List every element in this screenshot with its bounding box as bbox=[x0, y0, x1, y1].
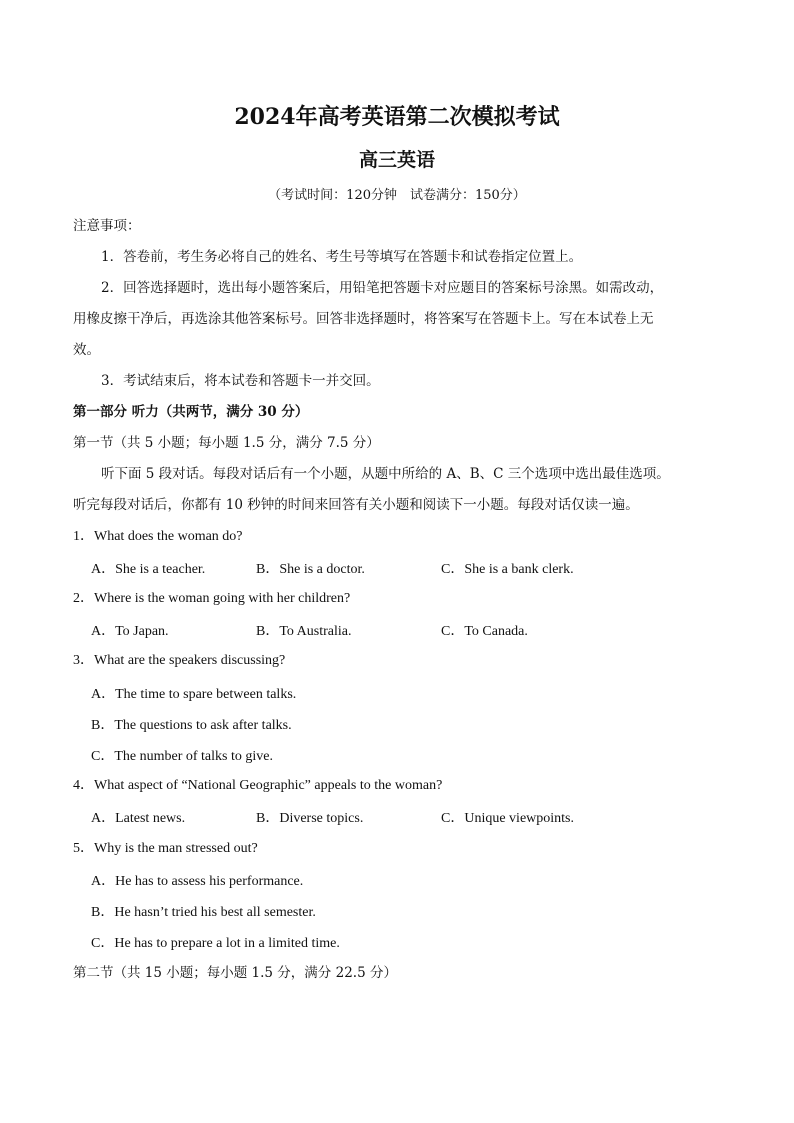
part1-heading: 第一部分 听力（共两节，满分 30 分） bbox=[73, 404, 309, 420]
section1-heading: 第一节（共 5 小题；每小题 1.5 分，满分 7.5 分） bbox=[73, 435, 380, 451]
exam-subtitle: 高三英语 bbox=[358, 149, 435, 171]
notice-item-2-line-3: 效。 bbox=[73, 342, 100, 358]
question-5-option-c: C．He has to prepare a lot in a limited time. bbox=[91, 936, 340, 951]
question-3-option-c: C．The number of talks to give. bbox=[91, 749, 273, 764]
question-1-option-c: C．She is a bank clerk. bbox=[441, 562, 574, 577]
question-2-option-b: B．To Australia. bbox=[256, 624, 352, 639]
question-3-option-a: A．The time to spare between talks. bbox=[91, 687, 297, 702]
question-1-option-a: A．She is a teacher. bbox=[91, 562, 206, 577]
instructions-line-1: 听下面 5 段对话。每段对话后有一个小题，从题中所给的 A、B、C 三个选项中选出最佳选项。 bbox=[101, 466, 670, 482]
notice-item-3: 3．考试结束后，将本试卷和答题卡一并交回。 bbox=[101, 373, 380, 389]
section2-heading: 第二节（共 15 小题；每小题 1.5 分，满分 22.5 分） bbox=[73, 965, 397, 981]
instructions-line-2: 听完每段对话后，你都有 10 秒钟的时间来回答有关小题和阅读下一小题。每段对话仅读一遍。 bbox=[73, 497, 639, 513]
question-5-stem: 5．Why is the man stressed out? bbox=[73, 841, 258, 856]
question-1-stem: 1．What does the woman do? bbox=[73, 529, 243, 544]
question-4-stem: 4．What aspect of “National Geographic” appeals to the woman? bbox=[73, 778, 443, 793]
notice-heading: 注意事项： bbox=[73, 218, 141, 234]
question-4-option-b: B．Diverse topics. bbox=[256, 811, 364, 826]
question-4-option-a: A．Latest news. bbox=[91, 811, 186, 826]
exam-meta: （考试时间：120分钟 试卷满分：150分） bbox=[268, 188, 526, 203]
notice-item-2-line-2: 用橡皮擦干净后，再选涂其他答案标号。回答非选择题时，将答案写在答题卡上。写在本试卷上无 bbox=[73, 311, 654, 327]
question-3-option-b: B．The questions to ask after talks. bbox=[91, 718, 292, 733]
notice-item-1: 1．答卷前，考生务必将自己的姓名、考生号等填写在答题卡和试卷指定位置上。 bbox=[101, 249, 583, 265]
question-3-stem: 3．What are the speakers discussing? bbox=[73, 653, 286, 668]
exam-title: 2024年高考英语第二次模拟考试 bbox=[234, 104, 560, 130]
question-2-option-a: A．To Japan. bbox=[91, 624, 169, 639]
question-4-option-c: C．Unique viewpoints. bbox=[441, 811, 574, 826]
question-5-option-b: B．He hasn’t tried his best all semester. bbox=[91, 905, 316, 920]
question-1-option-b: B．She is a doctor. bbox=[256, 562, 365, 577]
question-2-stem: 2．Where is the woman going with her children? bbox=[73, 591, 351, 606]
question-5-option-a: A．He has to assess his performance. bbox=[91, 874, 304, 889]
notice-item-2-line-1: 2．回答选择题时，选出每小题答案后，用铅笔把答题卡对应题目的答案标号涂黑。如需改动， bbox=[101, 280, 664, 296]
question-2-option-c: C．To Canada. bbox=[441, 624, 528, 639]
